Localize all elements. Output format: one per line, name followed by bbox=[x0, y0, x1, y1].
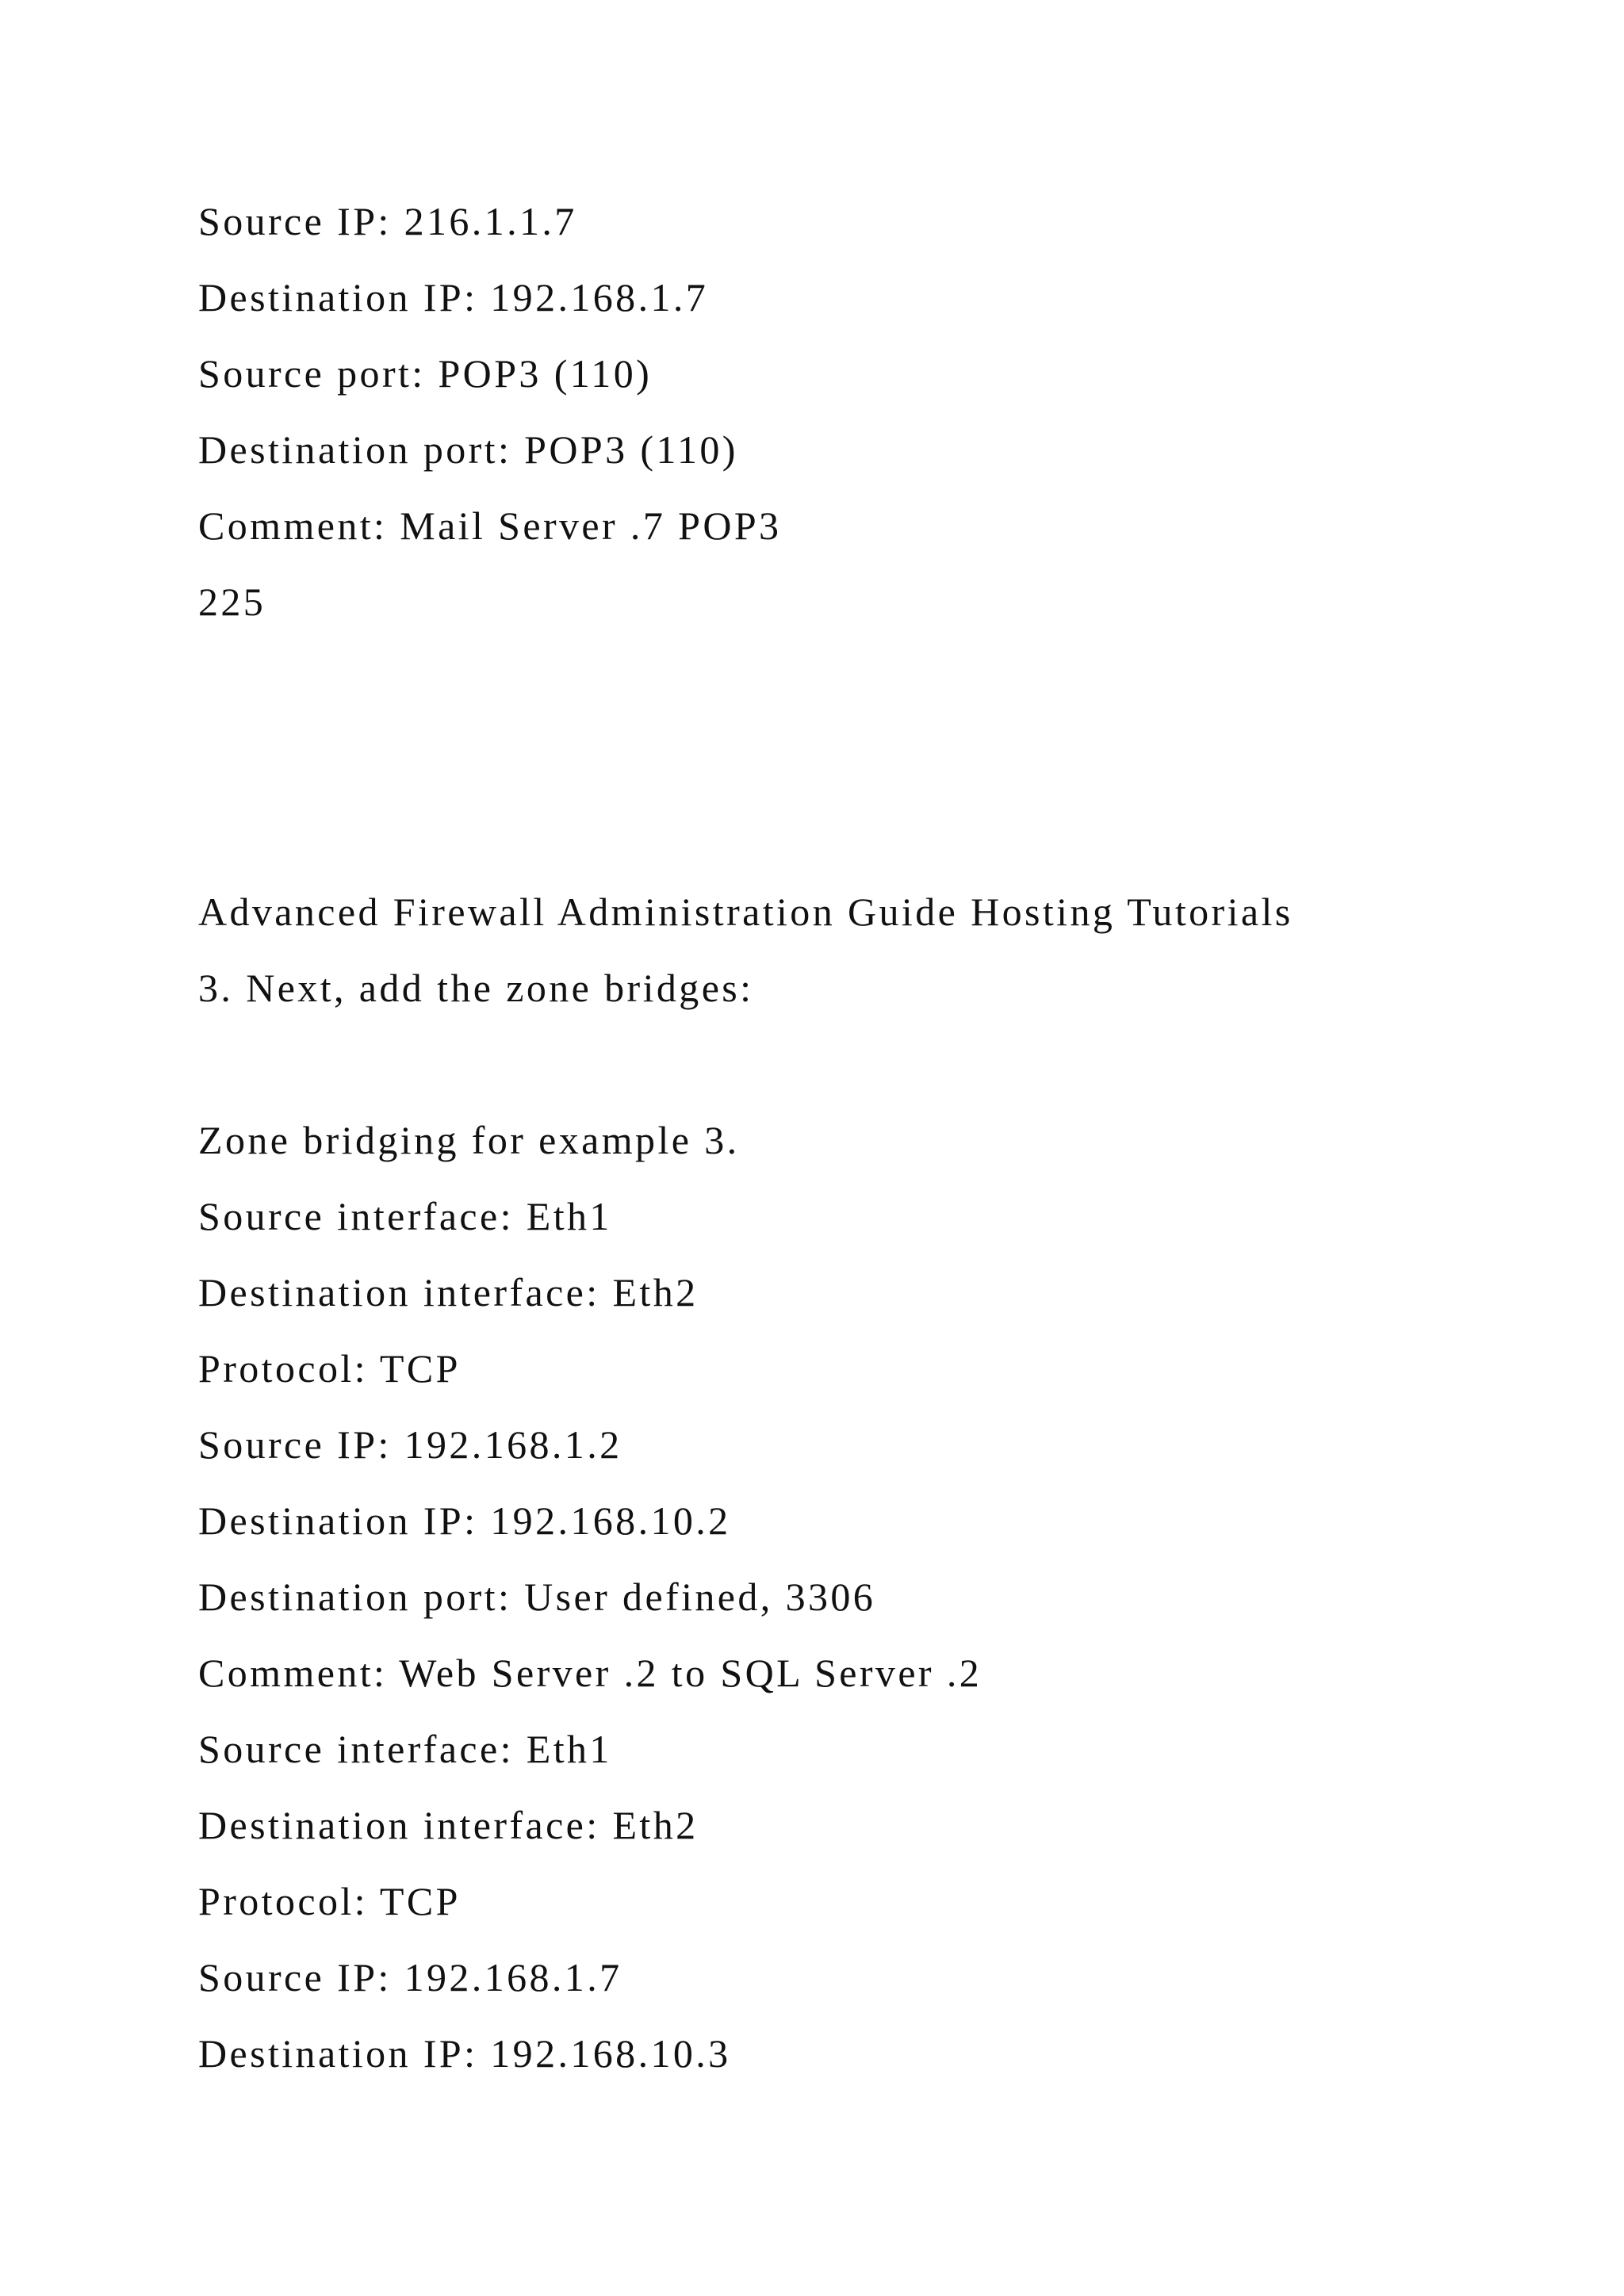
rule2-source-ip: Source IP: 192.168.1.7 bbox=[198, 1955, 622, 1999]
rule2-destination-interface: Destination interface: Eth2 bbox=[198, 1803, 699, 1847]
rule1-comment: Comment: Web Server .2 to SQL Server .2 bbox=[198, 1651, 982, 1695]
comment-line: Comment: Mail Server .7 POP3 bbox=[198, 503, 782, 548]
page-header: Advanced Firewall Administration Guide Hosting Tutorials bbox=[198, 890, 1293, 934]
rule1-source-interface: Source interface: Eth1 bbox=[198, 1194, 612, 1238]
source-ip-line: Source IP: 216.1.1.7 bbox=[198, 199, 577, 243]
section-title: Zone bridging for example 3. bbox=[198, 1118, 740, 1162]
rule1-destination-interface: Destination interface: Eth2 bbox=[198, 1270, 699, 1314]
rule1-destination-ip: Destination IP: 192.168.10.2 bbox=[198, 1498, 731, 1543]
rule1-protocol: Protocol: TCP bbox=[198, 1346, 461, 1391]
page-number: 225 bbox=[198, 580, 266, 624]
rule2-protocol: Protocol: TCP bbox=[198, 1879, 461, 1923]
destination-port-line: Destination port: POP3 (110) bbox=[198, 427, 738, 472]
step-instruction: 3. Next, add the zone bridges: bbox=[198, 966, 754, 1010]
rule2-destination-ip: Destination IP: 192.168.10.3 bbox=[198, 2031, 731, 2076]
source-port-line: Source port: POP3 (110) bbox=[198, 351, 653, 396]
rule1-destination-port: Destination port: User defined, 3306 bbox=[198, 1575, 876, 1619]
rule2-source-interface: Source interface: Eth1 bbox=[198, 1727, 612, 1771]
rule1-source-ip: Source IP: 192.168.1.2 bbox=[198, 1422, 622, 1467]
destination-ip-line: Destination IP: 192.168.1.7 bbox=[198, 275, 709, 320]
